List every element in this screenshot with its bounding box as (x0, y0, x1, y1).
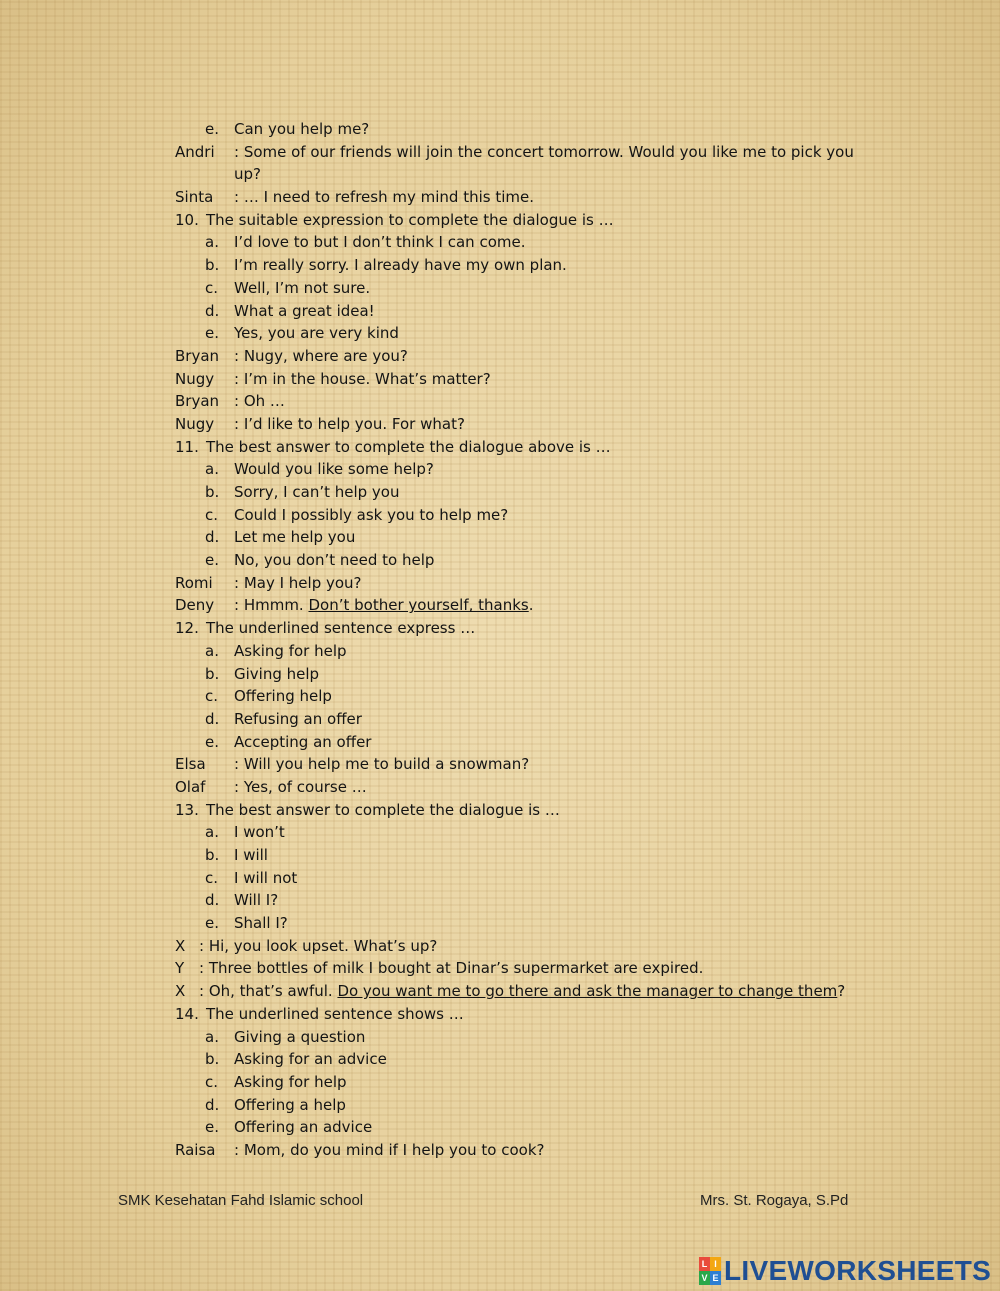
dialogue-line (175, 957, 875, 980)
answer-option (175, 504, 875, 527)
worksheet-content (175, 118, 875, 1162)
footer-school: SMK Kesehatan Fahd Islamic school (118, 1192, 364, 1209)
dialogue-text: : Yes, of course … (234, 777, 367, 796)
dialogue-text: : Oh, that’s awful. (199, 982, 338, 1001)
dialogue-line (175, 141, 875, 186)
option-text: What a great idea! (234, 301, 375, 320)
option-text: Offering an advice (234, 1118, 373, 1137)
option-letter: a. (205, 460, 219, 479)
answer-option (175, 300, 875, 323)
dialogue-line (175, 776, 875, 799)
question-text: The best answer to complete the dialogue above is … (206, 437, 611, 456)
option-letter: d. (205, 709, 220, 728)
answer-option (175, 481, 875, 504)
option-text: I won’t (234, 823, 285, 842)
question-text: The suitable expression to complete the dialogue is … (206, 210, 614, 229)
question-text: The underlined sentence express … (206, 619, 476, 638)
logo-letter-v: V (699, 1271, 710, 1285)
answer-option (175, 889, 875, 912)
option-text: Asking for help (234, 641, 347, 660)
dialogue-text: : Hmmm. (234, 596, 309, 615)
option-text: Will I? (234, 891, 279, 910)
question-text: The best answer to complete the dialogue is … (206, 800, 560, 819)
speaker-name: Y (175, 959, 185, 978)
question-number: 12. (175, 619, 199, 638)
option-letter: e. (205, 551, 219, 570)
dialogue-line (175, 594, 875, 617)
liveworksheets-logo-icon (699, 1257, 721, 1285)
option-text: Can you help me? (234, 120, 370, 138)
logo-letter-l: L (699, 1257, 710, 1271)
option-text: I’m really sorry. I already have my own plan. (234, 256, 567, 275)
question (175, 209, 875, 232)
speaker-name: Nugy (175, 414, 215, 433)
answer-option (175, 254, 875, 277)
answer-option (175, 322, 875, 345)
option-text: Would you like some help? (234, 460, 434, 479)
option-text: Shall I? (234, 914, 288, 933)
speaker-name: Sinta (175, 188, 214, 207)
option-text: No, you don’t need to help (234, 551, 435, 570)
option-letter: d. (205, 1095, 220, 1114)
speaker-name: Nugy (175, 369, 215, 388)
dialogue-text: : I’d like to help you. For what? (234, 414, 465, 433)
speaker-name: Deny (175, 596, 215, 615)
dialogue-text: : … I need to refresh my mind this time. (234, 188, 534, 207)
option-text: Giving help (234, 664, 320, 683)
option-text: I’d love to but I don’t think I can come. (234, 233, 526, 252)
question-number: 13. (175, 800, 199, 819)
option-letter: c. (205, 278, 219, 297)
logo-letter-e: E (710, 1271, 721, 1285)
dialogue-text: : Oh … (234, 392, 285, 411)
answer-option (175, 231, 875, 254)
answer-option (175, 663, 875, 686)
question (175, 799, 875, 822)
speaker-name: X (175, 982, 186, 1001)
option-letter: b. (205, 483, 220, 502)
dialogue-line (175, 753, 875, 776)
option-letter: e. (205, 914, 219, 933)
option-text: Asking for an advice (234, 1050, 387, 1069)
option-letter: b. (205, 846, 220, 865)
dialogue-line (175, 186, 875, 209)
dialogue-text: : Nugy, where are you? (234, 346, 408, 365)
answer-option (175, 912, 875, 935)
dialogue-punctuation: ? (837, 982, 846, 1001)
answer-option (175, 1116, 875, 1139)
answer-option (175, 867, 875, 890)
option-letter: b. (205, 1050, 220, 1069)
option-letter: e. (205, 324, 219, 343)
option-letter: d. (205, 891, 220, 910)
logo-letter-i: I (710, 1257, 721, 1271)
dialogue-line (175, 390, 875, 413)
option-letter: d. (205, 301, 220, 320)
answer-option (175, 458, 875, 481)
option-letter: e. (205, 1118, 219, 1137)
option-text: I will not (234, 868, 298, 887)
dialogue-text: : Will you help me to build a snowman? (234, 755, 530, 774)
answer-option (175, 844, 875, 867)
dialogue-text: : Hi, you look upset. What’s up? (199, 936, 438, 955)
speaker-name: Raisa (175, 1140, 216, 1159)
answer-option (175, 821, 875, 844)
option-text: Refusing an offer (234, 709, 362, 728)
option-letter: e. (205, 120, 219, 138)
answer-option (175, 526, 875, 549)
option-text: Offering help (234, 687, 332, 706)
answer-option (175, 685, 875, 708)
answer-option (175, 1094, 875, 1117)
dialogue-line (175, 1139, 875, 1162)
option-letter: c. (205, 687, 219, 706)
option-letter: a. (205, 641, 219, 660)
option-text: I will (234, 846, 268, 865)
question (175, 617, 875, 640)
dialogue-text: : Three bottles of milk I bought at Dinar’s supermarket are expired. (199, 959, 704, 978)
underlined-sentence: Don’t bother yourself, thanks (308, 596, 529, 615)
dialogue-text: : May I help you? (234, 573, 362, 592)
liveworksheets-logo-text: LIVEWORKSHEETS (724, 1255, 992, 1286)
option-letter: c. (205, 868, 219, 887)
dialogue-text: : I’m in the house. What’s matter? (234, 369, 491, 388)
footer-teacher: Mrs. St. Rogaya, S.Pd (700, 1192, 849, 1209)
dialogue-text: : Mom, do you mind if I help you to cook? (234, 1140, 545, 1159)
dialogue-line (175, 935, 875, 958)
question (175, 1003, 875, 1026)
option-letter: a. (205, 1027, 219, 1046)
dialogue-punctuation: . (528, 596, 534, 615)
answer-option (175, 731, 875, 754)
answer-option (175, 549, 875, 572)
option-text: Yes, you are very kind (234, 324, 399, 343)
speaker-name: Bryan (175, 346, 220, 365)
option-letter: a. (205, 233, 219, 252)
underlined-sentence: Do you want me to go there and ask the manager to change them (337, 982, 838, 1001)
option-letter: d. (205, 528, 220, 547)
option-letter: b. (205, 256, 220, 275)
option-letter: b. (205, 664, 220, 683)
answer-option (175, 1048, 875, 1071)
dialogue-text: : Some of our friends will join the concert tomorrow. Would you like me to pick you up? (234, 142, 854, 184)
option-text: Sorry, I can’t help you (234, 483, 400, 502)
speaker-name: Elsa (175, 755, 206, 774)
question-number: 14. (175, 1004, 199, 1023)
option-letter: c. (205, 1072, 219, 1091)
dialogue-line (175, 368, 875, 391)
question-text: The underlined sentence shows … (206, 1004, 464, 1023)
option-text: Asking for help (234, 1072, 347, 1091)
answer-option (175, 640, 875, 663)
option-letter: a. (205, 823, 219, 842)
answer-option (175, 708, 875, 731)
option-text: Well, I’m not sure. (234, 278, 371, 297)
speaker-name: Andri (175, 142, 215, 161)
speaker-name: Olaf (175, 777, 206, 796)
liveworksheets-logo[interactable] (699, 1254, 991, 1288)
question (175, 436, 875, 459)
option-text: Offering a help (234, 1095, 346, 1114)
question-number: 11. (175, 437, 199, 456)
speaker-name: Bryan (175, 392, 220, 411)
question-number: 10. (175, 210, 199, 229)
dialogue-line (175, 980, 875, 1003)
speaker-name: Romi (175, 573, 213, 592)
answer-option (175, 277, 875, 300)
dialogue-line (175, 413, 875, 436)
speaker-name: X (175, 936, 186, 955)
option-letter: e. (205, 732, 219, 751)
option-text: Let me help you (234, 528, 356, 547)
dialogue-line (175, 572, 875, 595)
answer-option (175, 118, 875, 141)
option-text: Could I possibly ask you to help me? (234, 505, 509, 524)
option-text: Accepting an offer (234, 732, 372, 751)
answer-option (175, 1026, 875, 1049)
answer-option (175, 1071, 875, 1094)
dialogue-line (175, 345, 875, 368)
option-text: Giving a question (234, 1027, 366, 1046)
option-letter: c. (205, 505, 219, 524)
